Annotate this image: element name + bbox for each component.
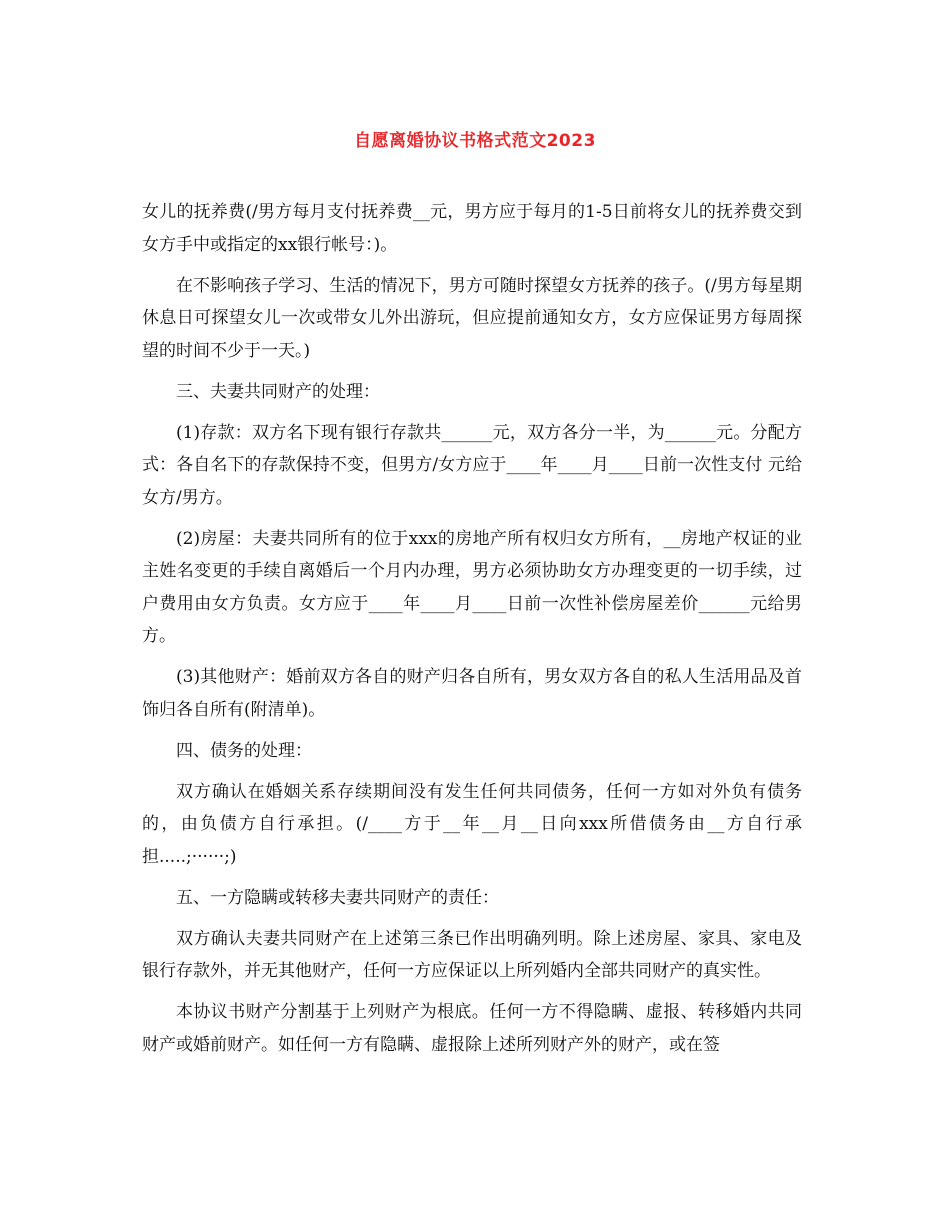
section-heading-debts: 四、债务的处理： — [176, 740, 312, 761]
paragraph-debts: 双方确认在婚姻关系存续期间没有发生任何共同债务，任何一方如对外负有债务的，由负债方自行承担。(/____方于__年__月__日向xxx所借债务由__方自行承担.....;······;) — [142, 781, 802, 867]
section-heading-property: 三、夫妻共同财产的处理： — [176, 381, 380, 402]
paragraph-visitation: 在不影响孩子学习、生活的情况下，男方可随时探望女方抚养的孩子。(/男方每星期休息日可探望女儿一次或带女儿外出游玩，但应提前通知女方，女方应保证男方每周探望的时间不少于一天。) — [142, 275, 802, 361]
paragraph-other-property: (3)其他财产：婚前双方各自的财产归各自所有，男女双方各自的私人生活用品及首饰归各自所有(附清单)。 — [142, 667, 802, 720]
paragraph-child-support: 女儿的抚养费(/男方每月支付抚养费__元，男方应于每月的1-5日前将女儿的抚养费交到女方手中或指定的xx银行帐号：)。 — [142, 202, 802, 255]
document-body — [142, 196, 802, 1070]
paragraph-property-confirmation: 双方确认夫妻共同财产在上述第三条已作出明确列明。除上述房屋、家具、家电及银行存款外，并无其他财产，任何一方应保证以上所列婚内全部共同财产的真实性。 — [142, 928, 802, 981]
section-heading-concealment: 五、一方隐瞒或转移夫妻共同财产的责任： — [176, 887, 499, 908]
paragraph-house: (2)房屋：夫妻共同所有的位于xxx的房地产所有权归女方所有，__房地产权证的业主姓名变更的手续自离婚后一个月内办理，男方必须协助女方办理变更的一切手续，过户费用由女方负责。女方应于____年____月____日前一次性补偿房屋差价______元给男方。 — [142, 528, 802, 646]
paragraph-division-basis: 本协议书财产分割基于上列财产为根底。任何一方不得隐瞒、虚报、转移婚内共同财产或婚前财产。如任何一方有隐瞒、虚报除上述所列财产外的财产，或在签 — [142, 1002, 802, 1055]
paragraph-deposits: (1)存款：双方名下现有银行存款共______元，双方各分一半，为______元。分配方式：各自名下的存款保持不变，但男方/女方应于____年____月____日前一次性支付 元给女方/男方。 — [142, 422, 802, 508]
document-title: 自愿离婚协议书格式范文2023 — [354, 131, 596, 151]
